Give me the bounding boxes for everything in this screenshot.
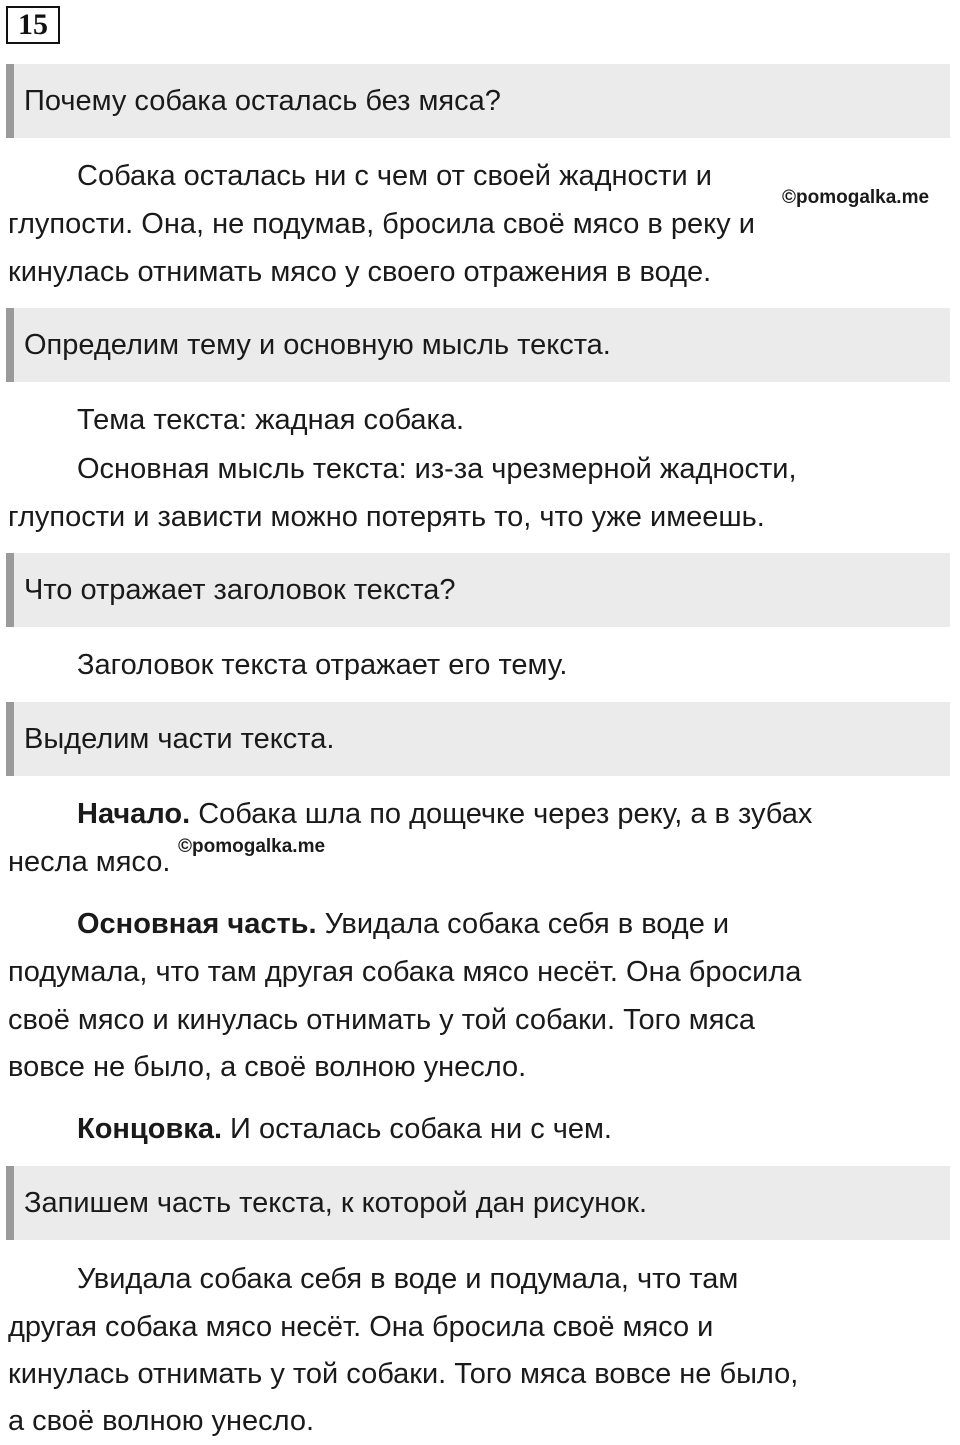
answer-1-line-2: глупости. Она, не подумав, бросила своё мясо в реку и xyxy=(8,208,755,240)
main-text: Увидала собака себя в воде и xyxy=(316,908,730,940)
main-line-2: подумала, что там другая собака мясо несёт. Она бросила xyxy=(8,956,802,988)
beginning-line-1 xyxy=(77,796,812,832)
answer-5-line-3: кинулась отнимать у той собаки. Того мяса вовсе не было, xyxy=(8,1358,799,1390)
beginning-text: Собака шла по дощечке через реку, а в зубах xyxy=(190,798,813,830)
watermark-1: ©pomogalka.me xyxy=(782,187,930,208)
beginning-label: Начало. xyxy=(77,798,191,830)
idea-line-2: глупости и зависти можно потерять то, что уже имеешь. xyxy=(8,501,765,533)
question-4-text: Выделим части текста. xyxy=(24,722,335,755)
question-bar-5 xyxy=(6,1166,950,1240)
watermark-2: ©pomogalka.me xyxy=(178,836,326,857)
ending-text: И осталась собака ни с чем. xyxy=(222,1113,612,1145)
main-line-1 xyxy=(77,906,729,942)
main-line-4: вовсе не было, а своё волною унесло. xyxy=(8,1051,527,1083)
question-1-text: Почему собака осталась без мяса? xyxy=(24,84,501,117)
answer-5-line-2: другая собака мясо несёт. Она бросила своё мясо и xyxy=(8,1311,714,1343)
question-bar-1 xyxy=(6,64,950,138)
ending-line xyxy=(77,1111,612,1147)
idea-line-1: Основная мысль текста: из-за чрезмерной жадности, xyxy=(77,453,797,485)
answer-1-line-3: кинулась отнимать мясо у своего отражения в воде. xyxy=(8,256,712,288)
answer-3-line: Заголовок текста отражает его тему. xyxy=(77,649,568,681)
topic-line: Тема текста: жадная собака. xyxy=(77,404,465,436)
question-bar-4 xyxy=(6,702,950,776)
question-5-text: Запишем часть текста, к которой дан рисунок. xyxy=(24,1186,648,1219)
task-number: 15 xyxy=(6,6,60,44)
answer-1-line-1: Собака осталась ни с чем от своей жадности и xyxy=(77,160,712,192)
ending-label: Концовка. xyxy=(77,1113,222,1145)
beginning-line-2: несла мясо. xyxy=(8,846,171,878)
question-3-text: Что отражает заголовок текста? xyxy=(24,573,456,606)
question-2-text: Определим тему и основную мысль текста. xyxy=(24,328,611,361)
main-label: Основная часть. xyxy=(77,908,317,940)
main-line-3: своё мясо и кинулась отнимать у той собаки. Того мяса xyxy=(8,1004,756,1036)
answer-5-line-4: а своё волною унесло. xyxy=(8,1405,315,1437)
question-bar-3 xyxy=(6,553,950,627)
question-bar-2 xyxy=(6,308,950,382)
answer-5-line-1: Увидала собака себя в воде и подумала, что там xyxy=(77,1263,739,1295)
